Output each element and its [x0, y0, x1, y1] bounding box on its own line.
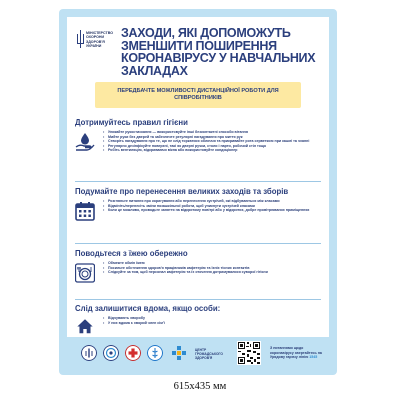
hotline-text: З питаннями щодо коронавірусу звертайтесь на Урядову гарячу лінію: [270, 346, 322, 359]
list-item: • У них вдома є хворий член сім'ї: [103, 321, 323, 326]
ministry-seal-icon: [81, 345, 97, 361]
hand-wash-icon: [75, 132, 95, 152]
qr-code[interactable]: [237, 341, 261, 365]
who-logo-icon: [147, 345, 163, 361]
ministry-name: МІНІСТЕРСТВО ОХОРОНИ ЗДОРОВ'Я УКРАЇНИ: [86, 31, 113, 48]
poster-card: [67, 17, 329, 337]
list-item: • Відмініть/перенесіть зміни позашкільної роботи, щоб уникнути зустрічей класами: [103, 204, 323, 209]
list-item: • Відчувають хворобу: [103, 316, 323, 321]
section-title: Подумайте про перенесення великих заходів та зборів: [75, 187, 289, 196]
list-item: • Мийте руки без дверей та забезпечте регулярні нагадування про миття рук: [103, 135, 323, 140]
list-item: • Розгляньте питання про коригування або перенесення зустрічей, які відбуваються між класами: [103, 199, 323, 204]
list-item: • Створіть нагадування про те, що не слід торкатися обличчя та прикривайте рота серветкою при кашлі та чханні: [103, 139, 323, 144]
poster-footer: [67, 339, 329, 369]
list-item: • Коли це можливо, проводьте заняття на відкритому повітрі або у відкритих, добре провітрюваних приміщеннях: [103, 208, 323, 213]
remote-work-callout: ПЕРЕДБАЧТЕ МОЖЛИВОСТІ ДИСТАНЦІЙНОЇ РОБОТИ ДЛЯ СПІВРОБІТНИКІВ: [95, 82, 301, 108]
poster-title: ЗАХОДИ, ЯКІ ДОПОМОЖУТЬ ЗМЕНШИТИ ПОШИРЕННЯ КОРОНАВІРУСУ У НАВЧАЛЬНИХ ЗАКЛАДАХ: [121, 26, 316, 78]
public-health-center-icon: [171, 345, 187, 361]
public-health-center-label: ЦЕНТР ГРОМАДСЬКОГО ЗДОРОВ'Я: [195, 348, 223, 360]
home-icon: [75, 318, 95, 335]
list-item: • Обмежте обмін їжею: [103, 261, 323, 266]
list-item: • Посильте обстеження здоров'я працівників кафетерію та їхніх тісних контактів: [103, 266, 323, 271]
trident-icon: [77, 30, 84, 48]
hotline-number[interactable]: 1545: [309, 355, 318, 359]
section-events: [75, 187, 323, 213]
stay-home-list: [75, 316, 323, 325]
food-list: [75, 261, 323, 275]
section-title: Дотримуйтесь правил гігієни: [75, 118, 188, 127]
section-divider: [75, 299, 321, 300]
section-title: Поводьтеся з їжею обережно: [75, 249, 188, 258]
section-stay-home: [75, 304, 323, 325]
list-item: • Робіть вентиляцію, відкриваючи вікна або використовуйте кондиціонер: [103, 148, 323, 153]
poster: [59, 9, 337, 375]
section-title: Слід залишитися вдома, якщо особи:: [75, 304, 221, 313]
list-item: • Уникайте рукостискання — використовуйте інші безконтактні способи вітання: [103, 130, 323, 135]
calendar-icon: [75, 201, 95, 221]
section-divider: [75, 181, 321, 182]
food-icon: [75, 263, 95, 283]
list-item: • Регулярно дезінфікуйте поверхні, такі як дверні ручки, столи і парти, робочий стіл тощо: [103, 144, 323, 149]
list-item: • Слідкуйте за тим, щоб персонал кафетерію та їх оточення дотримувалися суворої гігієни: [103, 270, 323, 275]
hygiene-list: [75, 130, 323, 153]
emblem-icon: [103, 345, 119, 361]
size-caption: 615x435 мм: [173, 381, 227, 392]
hotline-info: [270, 346, 328, 360]
section-divider: [75, 243, 321, 244]
red-cross-icon: [125, 345, 141, 361]
events-list: [75, 199, 323, 213]
section-food: [75, 249, 323, 275]
section-hygiene: [75, 118, 323, 153]
